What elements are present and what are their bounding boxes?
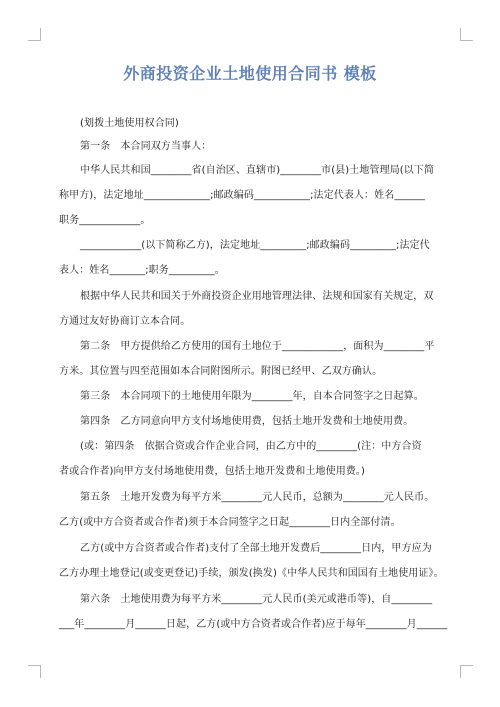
article-4-alt-line-2: 者或合作者)向甲方支付场地使用费，包括土地开发费和土地使用费。) bbox=[59, 466, 366, 477]
article-2-line-2: 方米。其位置与四至范围如本合同附图所示。附图已经甲、乙双方确认。 bbox=[59, 366, 383, 377]
article-4-alt-line-1: (或：第四条 依据合资或合作企业合同，由乙方中的________(注：中方合资 bbox=[80, 441, 422, 452]
article-4-line: 第四条 乙方同意向甲方支付场地使用费，包括土地开发费和土地使用费。 bbox=[80, 416, 414, 427]
party-a-line-3: 职务____________。 bbox=[59, 215, 151, 226]
article-2-line-1: 第二条 甲方提供给乙方使用的国有土地位于____________，面积为________平 bbox=[80, 341, 435, 352]
document-title: 外商投资企业土地使用合同书 模板 bbox=[123, 64, 377, 83]
article-6-line-1: 第六条 土地使用费为每平方米________元人民币(美元或港币等)，自________ bbox=[80, 594, 433, 605]
crop-mark-bottom-left bbox=[28, 665, 41, 678]
article-5-line-3: 乙方(或中方合资者或合作者)支付了全部土地开发费后________日内，甲方应为 bbox=[80, 543, 432, 554]
crop-mark-top-left bbox=[28, 28, 41, 41]
preamble-line-1: 根据中华人民共和国关于外商投资企业用地管理法律、法规和国家有关规定，双 bbox=[80, 291, 434, 302]
party-a-line-1: 中华人民共和国________省(自治区、直辖市)________市(县)土地管理局(以下简 bbox=[80, 165, 435, 176]
party-a-line-2: 称甲方)，法定地址_____________;邮政编码___________;法定代表人：姓名______ bbox=[59, 190, 425, 201]
article-6-line-2: ___年________月______日起，乙方(或中方合资者或合作者)应于每年________月______ bbox=[59, 619, 448, 630]
crop-mark-top-right bbox=[460, 28, 473, 41]
crop-mark-bottom-right bbox=[460, 665, 473, 678]
article-5-line-2: 乙方(或中方合资者或合作者)须于本合同签字之日起________日内全部付清。 bbox=[59, 517, 401, 528]
party-b-line-2: 表人：姓名_______;职务_________。 bbox=[59, 265, 225, 276]
article-5-line-4: 乙方办理土地登记(或变更登记)手续，颁发(换发)《中华人民共和国国有土地使用证》。 bbox=[59, 568, 444, 579]
article-3-line: 第三条 本合同项下的土地使用年限为________年，自本合同签字之日起算。 bbox=[80, 391, 424, 402]
party-b-line-1: ____________(以下简称乙方)，法定地址_________;邮政编码_________;法定代 bbox=[80, 240, 430, 251]
contract-subtitle: (划拨土地使用权合同) bbox=[80, 118, 179, 129]
article-1-heading: 第一条 本合同双方当事人： bbox=[80, 141, 212, 152]
preamble-line-2: 方通过友好协商订立本合同。 bbox=[59, 316, 191, 327]
article-5-line-1: 第五条 土地开发费为每平方米________元人民币，总额为________元人民币。 bbox=[80, 492, 435, 503]
